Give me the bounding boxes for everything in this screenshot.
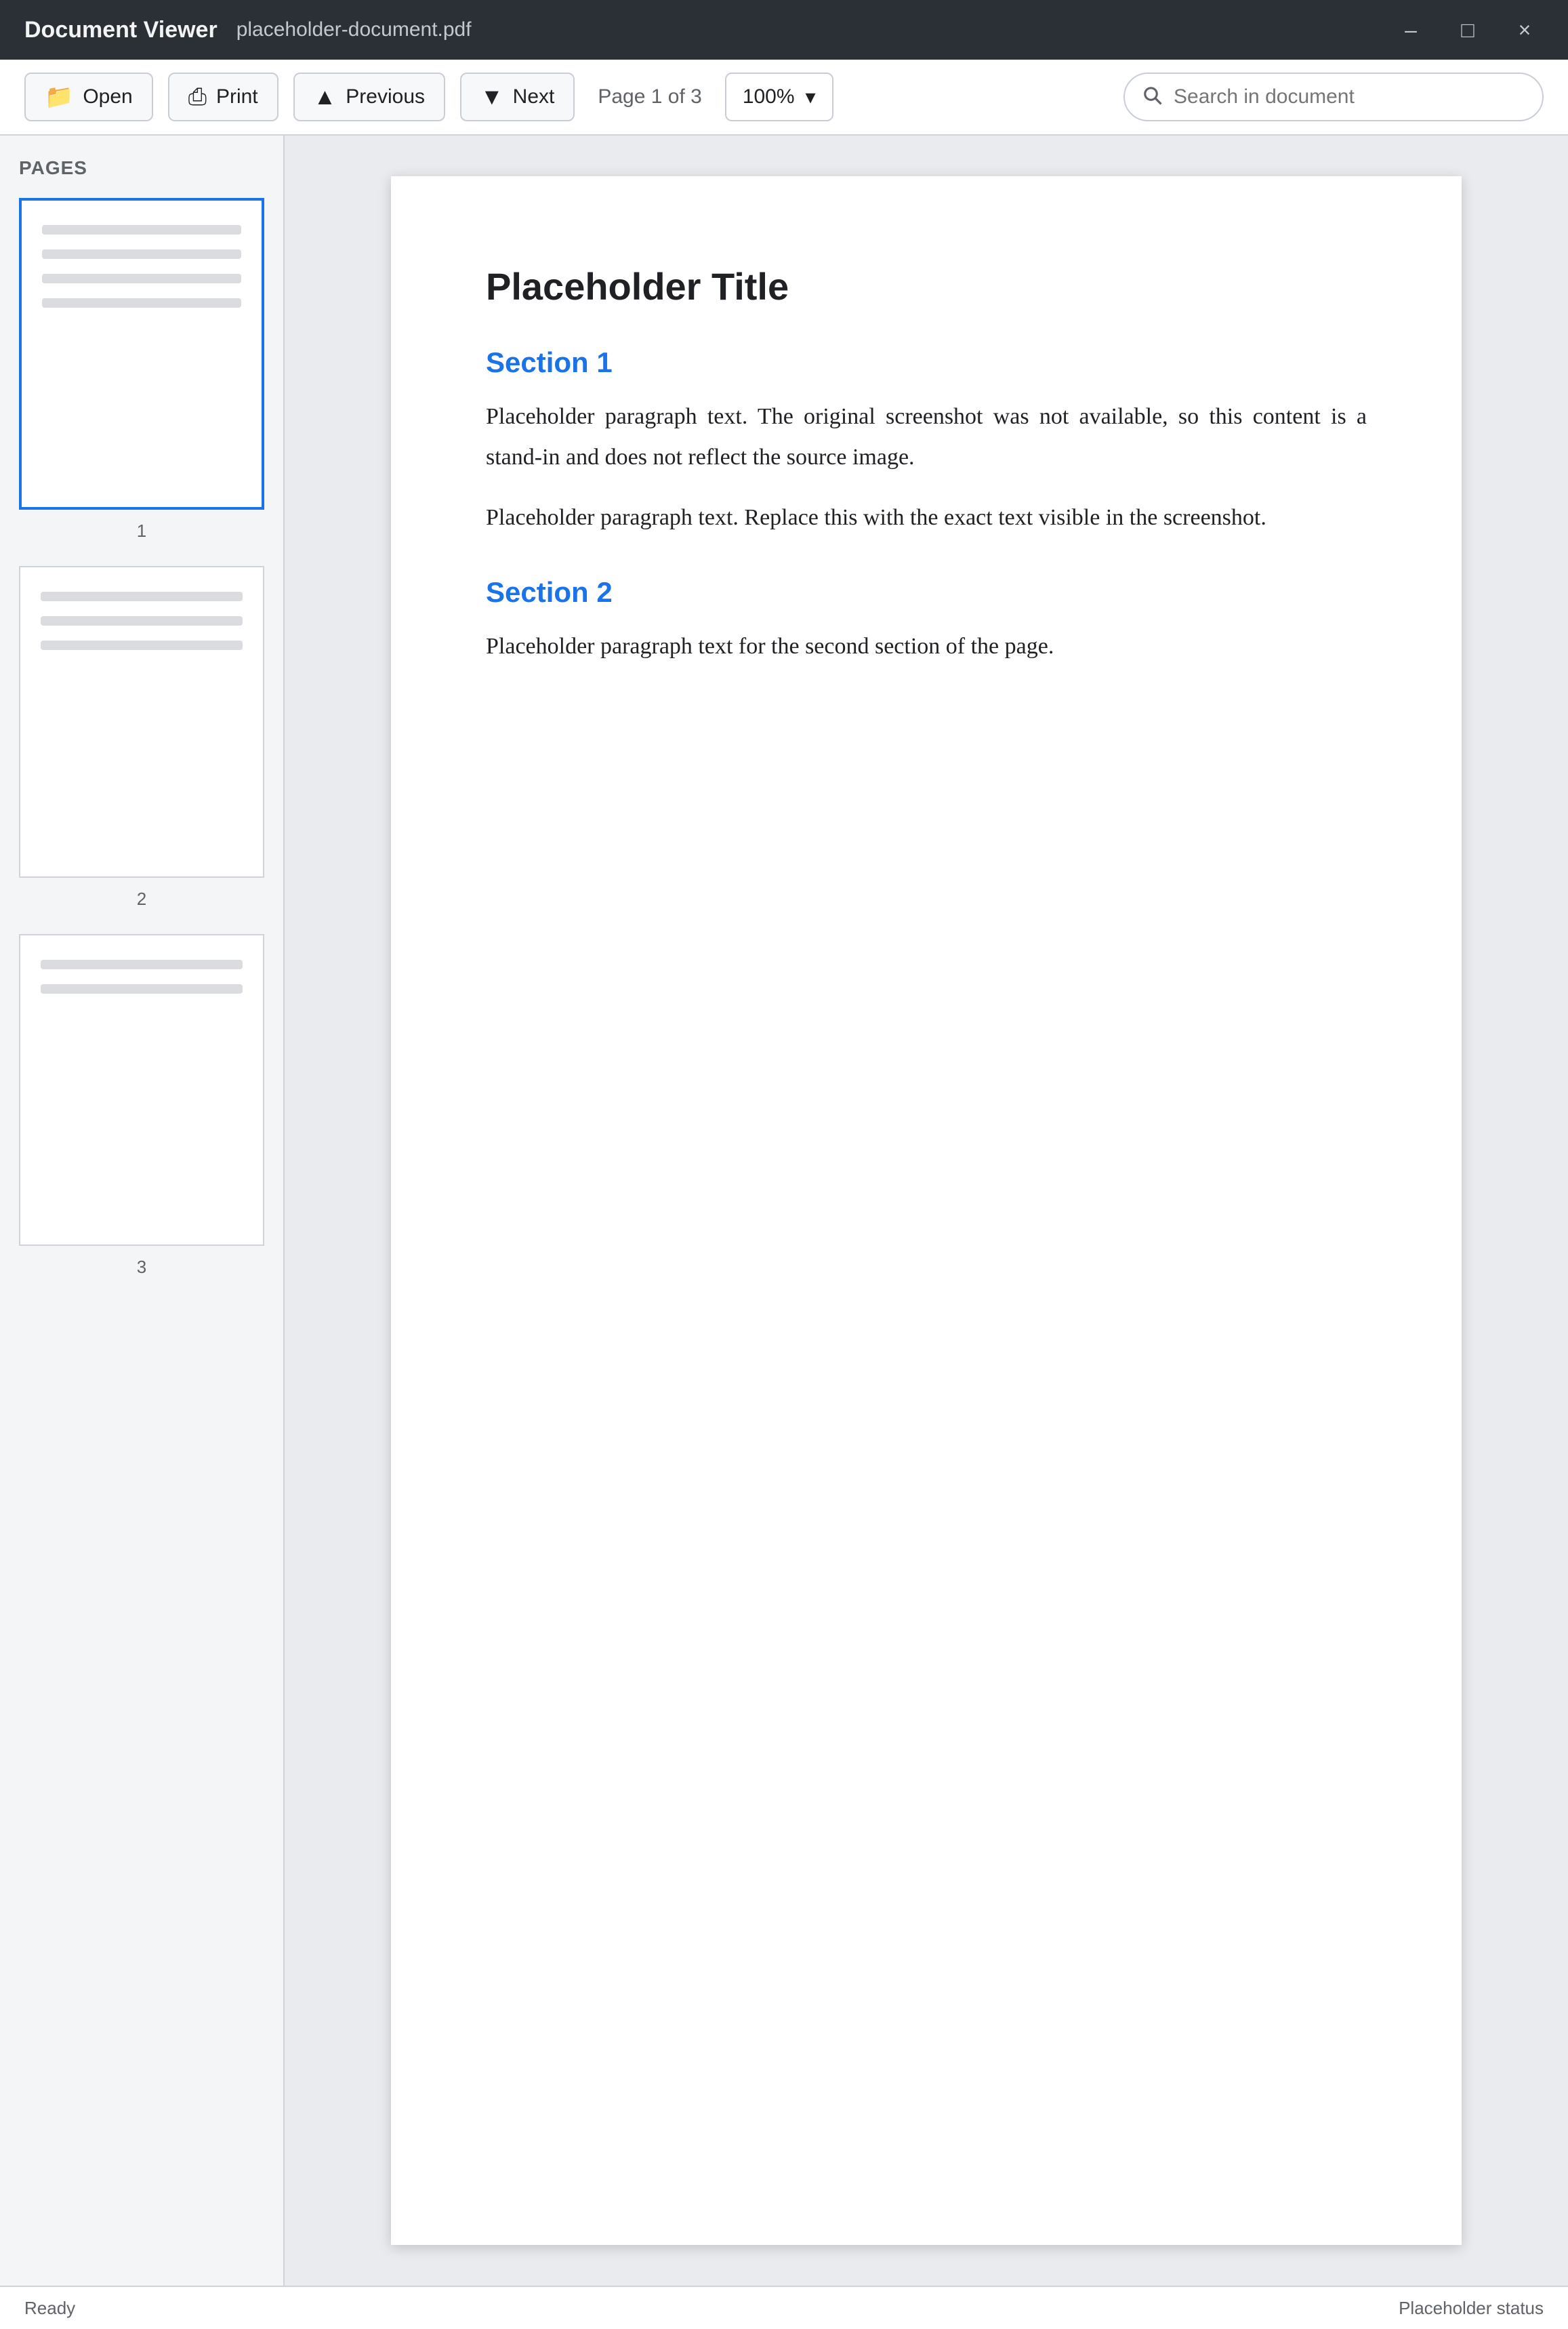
workspace <box>0 136 1568 2286</box>
search-icon <box>1142 85 1163 109</box>
status-bar <box>0 2286 1568 2329</box>
chevron-up-icon: ▲ <box>313 83 337 110</box>
search-box[interactable] <box>1123 73 1544 121</box>
thumbnail-line <box>42 274 241 283</box>
thumbnail-line <box>42 225 241 235</box>
thumbnail-line <box>42 298 241 308</box>
thumbnail-line <box>41 984 243 994</box>
page-indicator: Page 1 of 3 <box>598 85 702 108</box>
print-button[interactable] <box>168 73 278 121</box>
chevron-down-icon: ▼ <box>480 83 503 110</box>
document-viewer[interactable] <box>285 136 1568 2286</box>
thumbnail-line <box>41 641 243 650</box>
page-thumbnail-2[interactable] <box>19 566 264 878</box>
zoom-select[interactable] <box>725 73 833 121</box>
minimize-button[interactable]: – <box>1405 17 1417 42</box>
print-button-label: Print <box>215 85 258 108</box>
document-page <box>391 176 1462 2245</box>
page-sidebar <box>0 136 285 2286</box>
chevron-down-icon: ▾ <box>805 85 816 108</box>
paragraph: Placeholder paragraph text. The original screenshot was not available, so this content is a stand-in and does not reflect the source image. <box>486 404 1367 470</box>
search-input[interactable] <box>1174 85 1525 108</box>
open-button[interactable] <box>24 73 153 121</box>
status-text: Ready <box>24 2297 76 2318</box>
page-title: Placeholder Title <box>486 265 789 308</box>
previous-page-button[interactable] <box>293 73 445 121</box>
printer-icon: ⎙ <box>188 83 207 110</box>
zoom-value: 100% <box>742 85 795 108</box>
page-thumbnail-3[interactable] <box>19 934 264 1246</box>
document-name: placeholder-document.pdf <box>236 18 472 41</box>
page-thumbnail-label: 2 <box>136 889 147 909</box>
previous-page-label: Previous <box>346 85 425 108</box>
title-bar <box>0 0 1568 60</box>
close-button[interactable]: × <box>1518 17 1531 42</box>
section-heading: Section 2 <box>486 575 613 608</box>
thumbnail-line <box>42 249 241 259</box>
status-detail: Placeholder status <box>1399 2297 1544 2318</box>
thumbnail-line <box>41 960 243 969</box>
app-title: Document Viewer <box>24 16 218 43</box>
next-page-label: Next <box>512 85 555 108</box>
open-button-label: Open <box>83 85 133 108</box>
toolbar <box>0 60 1568 136</box>
maximize-button[interactable]: □ <box>1461 17 1474 42</box>
thumbnail-line <box>41 616 243 626</box>
page-thumbnail-label: 3 <box>136 1257 147 1277</box>
folder-icon: 📁 <box>45 84 74 110</box>
sidebar-heading: PAGES <box>19 157 87 178</box>
thumbnail-line <box>41 592 243 601</box>
page-thumbnail-1[interactable] <box>19 198 264 510</box>
paragraph: Placeholder paragraph text for the second section of the page. <box>486 633 1054 659</box>
section-heading: Section 1 <box>486 346 613 378</box>
next-page-button[interactable] <box>460 73 575 121</box>
paragraph: Placeholder paragraph text. Replace this with the exact text visible in the screenshot. <box>486 505 1266 530</box>
page-thumbnail-label: 1 <box>136 521 147 541</box>
